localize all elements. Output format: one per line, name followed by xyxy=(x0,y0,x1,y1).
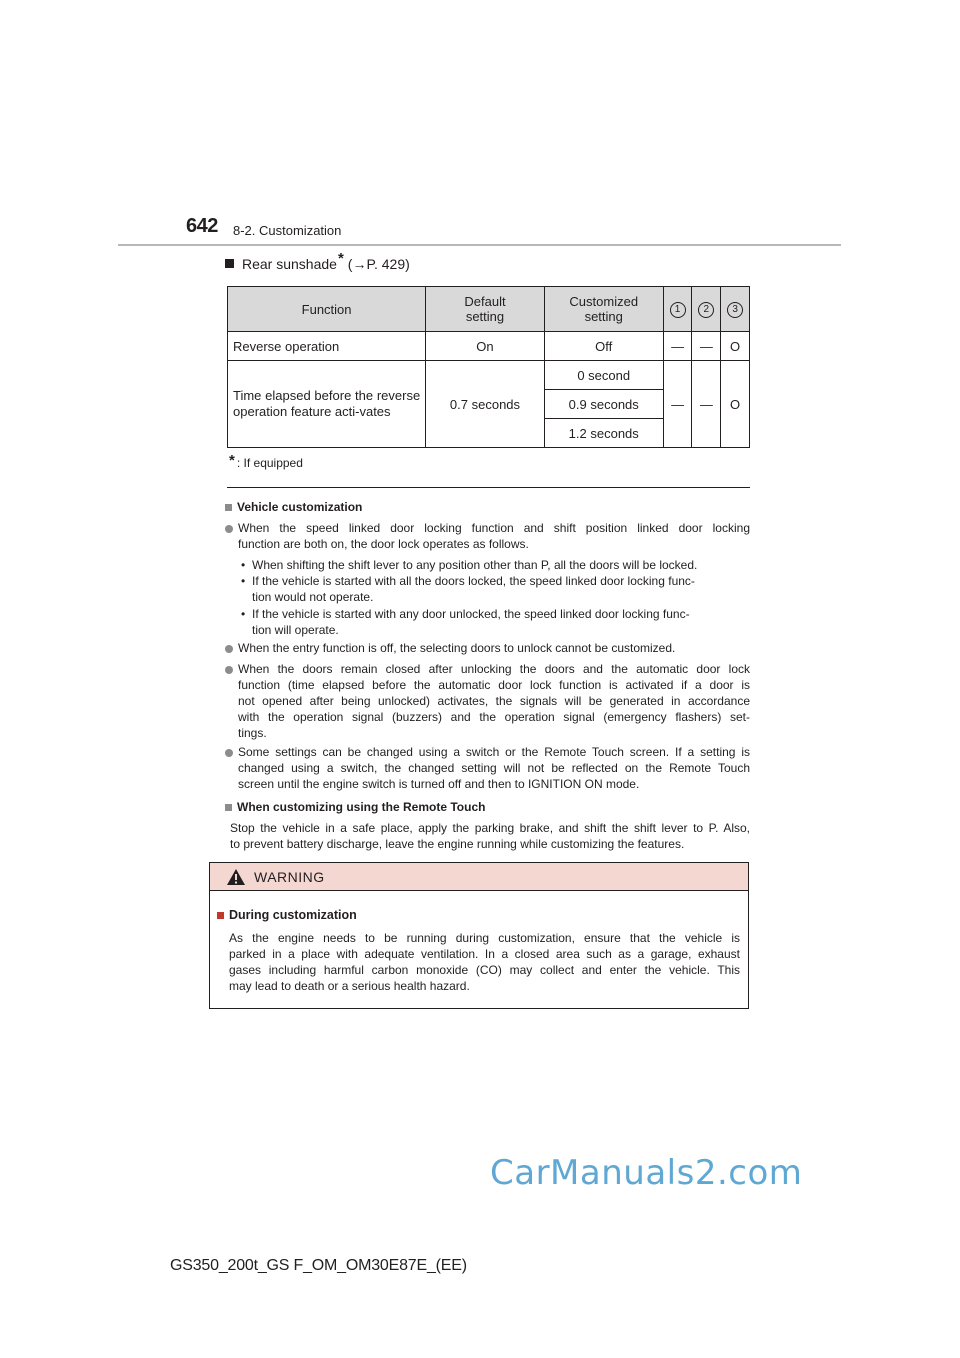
bullet-3-line4: with the operation signal (buzzers) and the operation signal (emergency flashers) set- xyxy=(238,710,750,724)
divider xyxy=(227,487,750,488)
remote-touch-heading xyxy=(225,800,485,814)
header-default-setting xyxy=(426,287,545,332)
bullet-3-line5: tings. xyxy=(238,726,267,740)
cell-default: On xyxy=(426,332,545,361)
cell-method-2: — xyxy=(692,332,721,361)
bullet-1-line2: function are both on, the door lock operates as follows. xyxy=(238,537,529,551)
circled-number-2-icon: 2 xyxy=(698,302,714,318)
bullet-dot-icon xyxy=(225,666,233,674)
circled-number-3-icon: 3 xyxy=(727,302,743,318)
sub-bullet-1: When shifting the shift lever to any position other than P, all the doors will be locked. xyxy=(252,558,698,572)
section-heading-title: Rear sunshade xyxy=(242,256,337,272)
warning-subheading xyxy=(217,908,357,922)
warning-line1: As the engine needs to be running during customization, ensure that the vehicle is xyxy=(229,931,740,945)
footnote-text: : If equipped xyxy=(236,456,303,470)
cell-method-2: — xyxy=(692,361,721,448)
warning-title: WARNING xyxy=(254,869,325,885)
asterisk-mark: * xyxy=(337,250,344,267)
bullet-3-line2: function (time elapsed before the automatic door lock function is activated if a door is xyxy=(238,678,750,692)
page-number: 642 xyxy=(186,215,218,237)
vehicle-customization-title: Vehicle customization xyxy=(237,500,363,514)
warning-box xyxy=(209,862,749,1009)
header-method-3 xyxy=(721,287,750,332)
cell-method-1: — xyxy=(663,361,692,448)
footnote-mark: * xyxy=(229,452,235,469)
square-bullet-icon xyxy=(225,504,232,511)
header-default-line1: Default xyxy=(464,294,506,309)
square-bullet-icon xyxy=(225,804,232,811)
header-customized-line1: Customized xyxy=(569,294,639,309)
cell-default: 0.7 seconds xyxy=(426,361,545,448)
header-customized-setting xyxy=(544,287,663,332)
table-row xyxy=(228,332,750,361)
bullet-1-line1: When the speed linked door locking function and shift position linked door locking xyxy=(238,521,750,535)
footnote xyxy=(229,454,303,471)
sub-bullet-mark-3: • xyxy=(241,607,246,621)
table-header-row xyxy=(228,287,750,332)
square-bullet-icon xyxy=(225,259,234,268)
page-reference-link[interactable]: (→P. 429) xyxy=(347,256,410,272)
warning-line3: gases including harmful carbon monoxide (CO) may collect and enter the vehicle. This xyxy=(229,963,740,977)
sub-bullet-2-line2: tion would not operate. xyxy=(252,590,374,604)
section-label: 8-2. Customization xyxy=(233,223,342,238)
sub-bullet-3-line1: If the vehicle is started with any door unlocked, the speed linked door locking func- xyxy=(252,607,690,621)
remote-touch-title: When customizing using the Remote Touch xyxy=(237,800,486,814)
warning-line4: may lead to death or a serious health hazard. xyxy=(229,979,470,993)
settings-table xyxy=(227,286,750,448)
cell-method-1: — xyxy=(663,332,692,361)
bullet-4-line3: screen until the engine switch is turned off and then to IGNITION ON mode. xyxy=(238,777,640,791)
sub-bullet-3-line2: tion will operate. xyxy=(252,623,339,637)
cell-customized-option: 1.2 seconds xyxy=(544,419,663,448)
remote-touch-line1: Stop the vehicle in a safe place, apply the parking brake, and shift the shift lever to P. Also, xyxy=(230,821,750,835)
footer-document-code: GS350_200t_GS F_OM_OM30E87E_(EE) xyxy=(170,1257,467,1274)
circled-number-1-icon: 1 xyxy=(670,302,686,318)
bullet-dot-icon xyxy=(225,645,233,653)
bullet-3-line1: When the doors remain closed after unlocking the doors and the automatic door lock xyxy=(238,662,750,676)
header-default-line2: setting xyxy=(465,309,505,324)
bullet-dot-icon xyxy=(225,749,233,757)
cell-customized-option: 0 second xyxy=(544,361,663,390)
cell-customized-option: 0.9 seconds xyxy=(544,390,663,419)
square-bullet-icon xyxy=(217,912,224,919)
header-function: Function xyxy=(228,287,426,332)
remote-touch-line2: to prevent battery discharge, leave the engine running while customizing the features. xyxy=(230,837,685,851)
cell-method-3: O xyxy=(721,361,750,448)
sub-bullet-mark-2: • xyxy=(241,574,246,588)
header-rule xyxy=(118,244,841,246)
warning-subtitle: During customization xyxy=(229,908,357,922)
header-method-1 xyxy=(663,287,692,332)
warning-header xyxy=(210,863,748,891)
sub-bullet-mark-1: • xyxy=(241,558,246,572)
header-method-2 xyxy=(692,287,721,332)
sub-bullet-2-line1: If the vehicle is started with all the doors locked, the speed linked door locking func- xyxy=(252,574,695,588)
watermark-logo: CarManuals2.com xyxy=(490,1153,803,1193)
table-row xyxy=(228,361,750,390)
bullet-4-line2: changed using a switch, the changed setting will not be reflected on the Remote Touch xyxy=(238,761,750,775)
warning-triangle-icon xyxy=(226,868,246,886)
bullet-dot-icon xyxy=(225,525,233,533)
vehicle-customization-heading xyxy=(225,500,362,514)
cell-function: Time elapsed before the reverse operation feature acti-vates xyxy=(228,361,426,448)
cell-customized: Off xyxy=(544,332,663,361)
bullet-4-line1: Some settings can be changed using a switch or the Remote Touch screen. If a setting is xyxy=(238,745,750,759)
warning-line2: parked in a place with adequate ventilation. In a closed area such as a garage, exhaust xyxy=(229,947,740,961)
bullet-3-line3: not opened after being unlocked) activates, the signals will be generated in accordance xyxy=(238,694,750,708)
section-heading xyxy=(225,250,410,273)
cell-function: Reverse operation xyxy=(228,332,426,361)
bullet-2: When the entry function is off, the selecting doors to unlock cannot be customized. xyxy=(238,641,676,655)
cell-method-3: O xyxy=(721,332,750,361)
header-customized-line2: setting xyxy=(584,309,623,324)
